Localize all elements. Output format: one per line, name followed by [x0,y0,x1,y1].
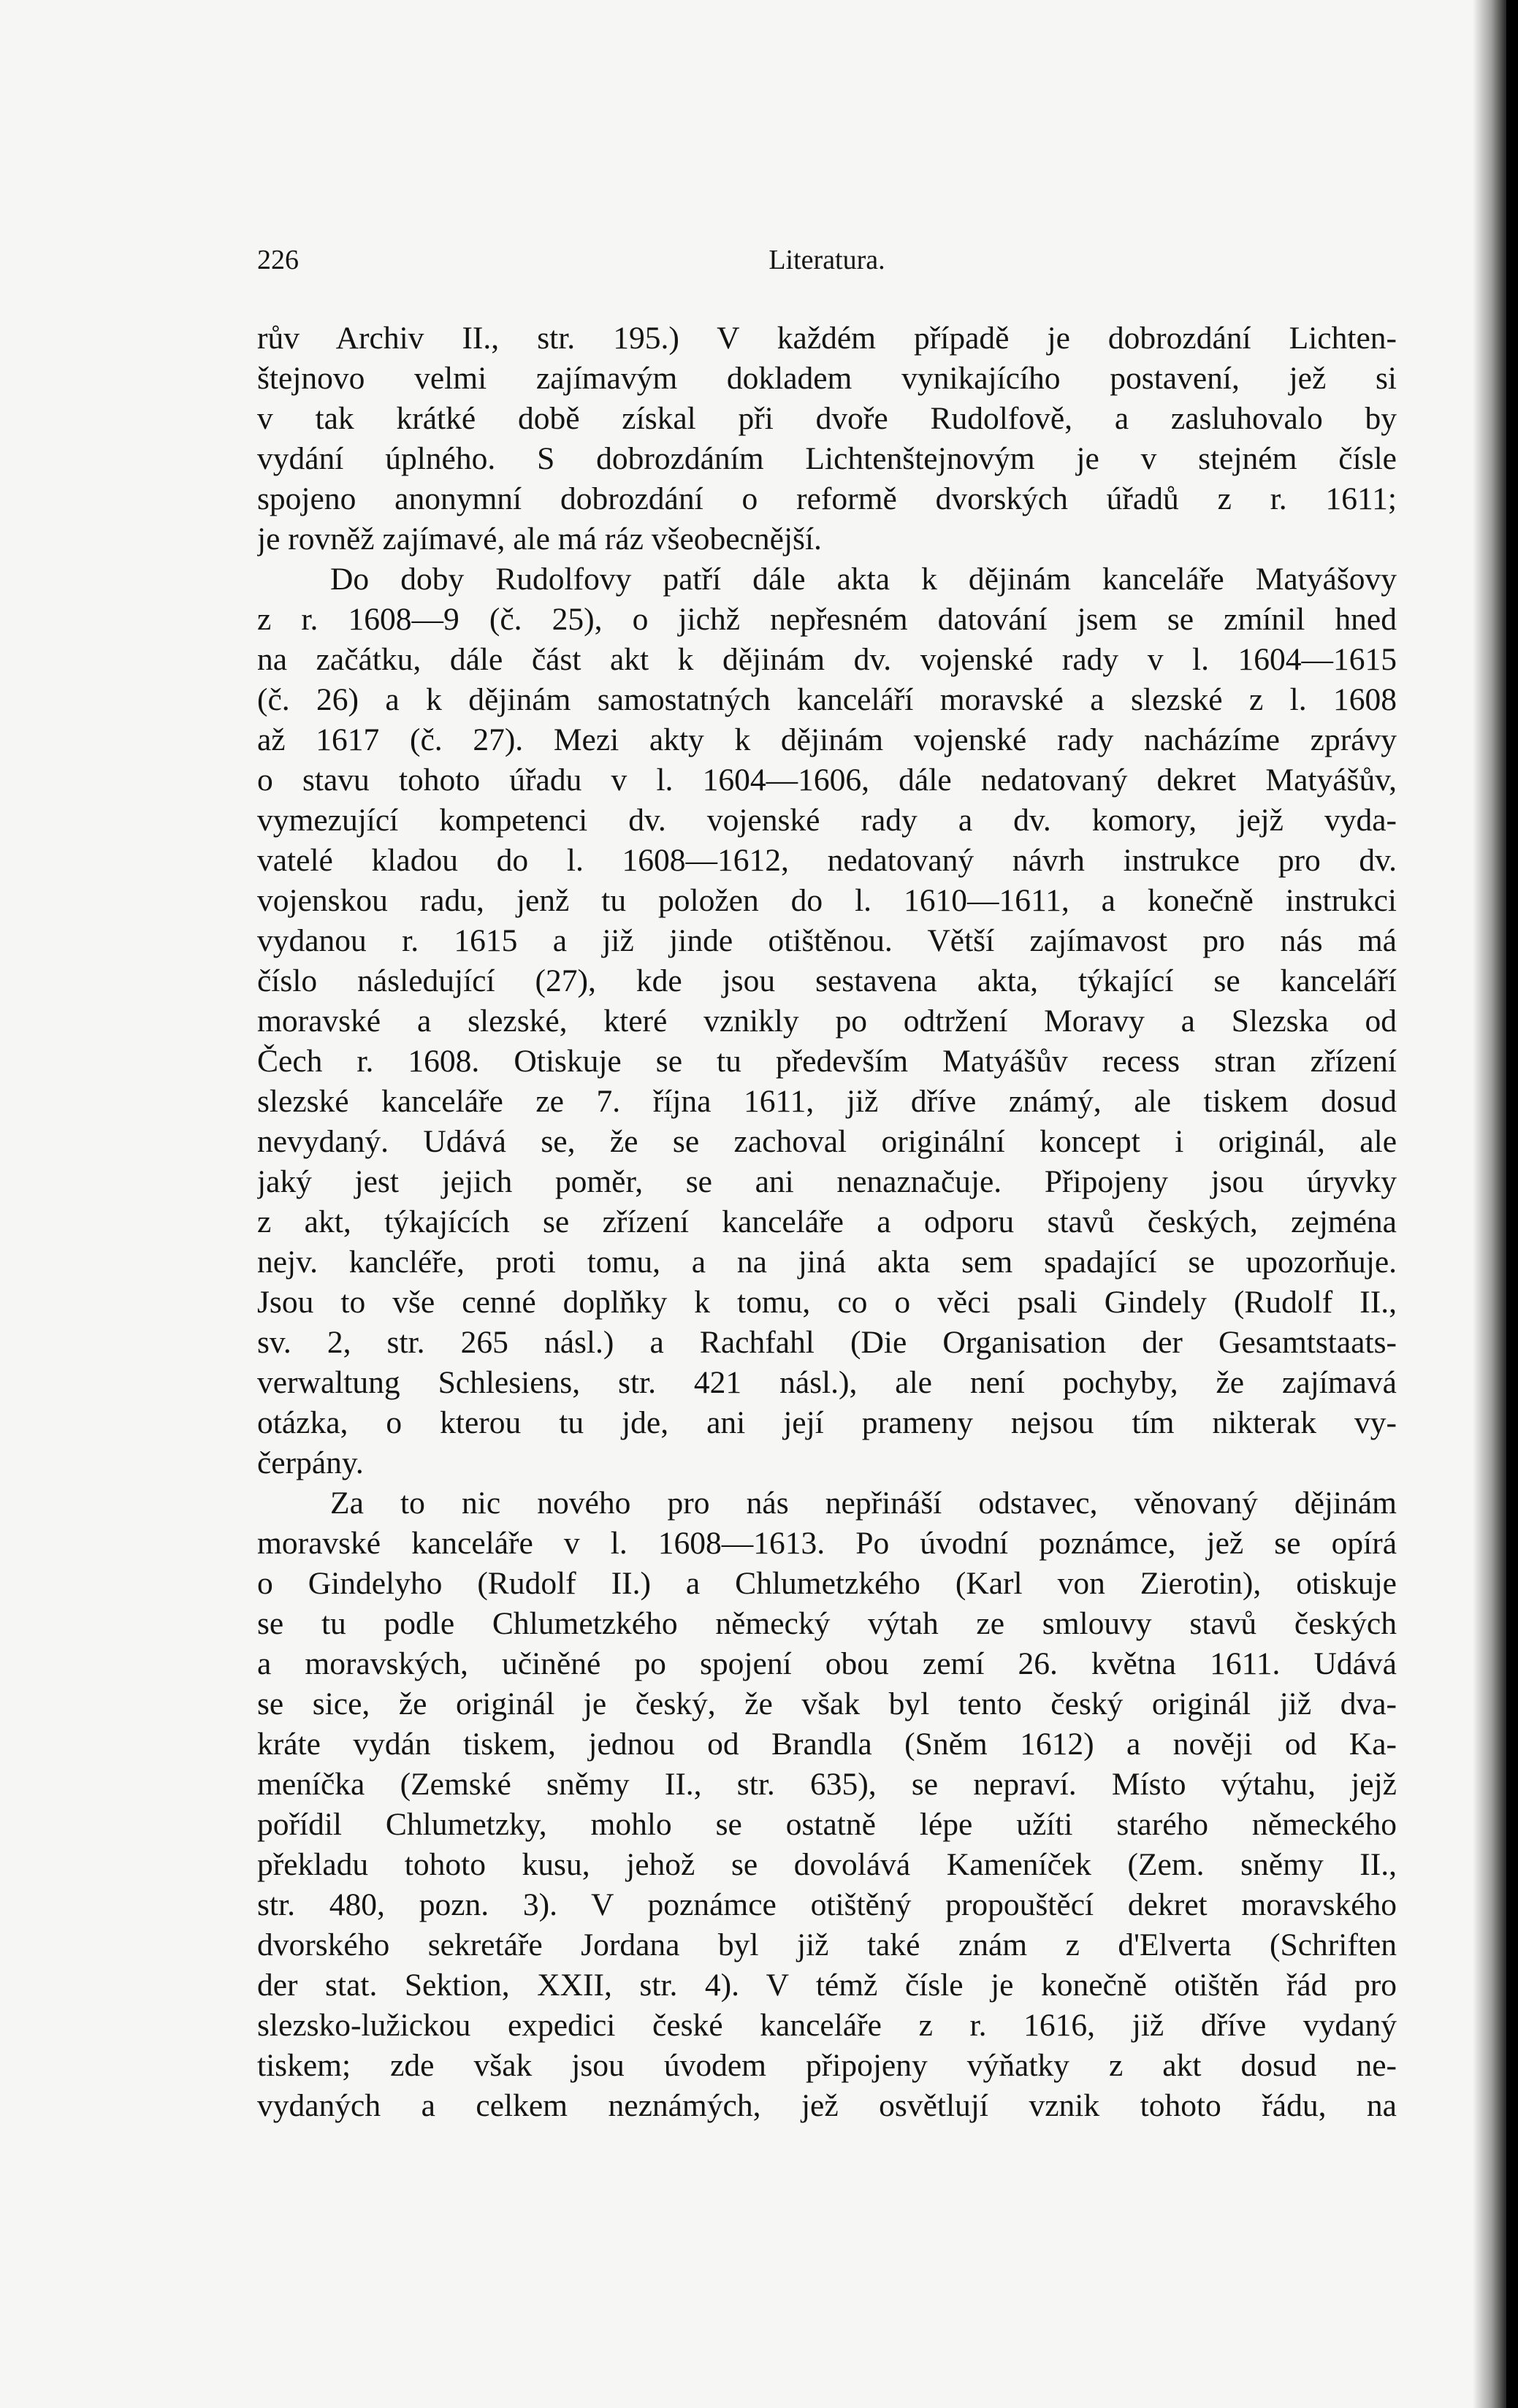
text-line: (č. 26) a k dějinám samostatných kanceláří moravské a slezské z l. 1608 [257,682,1397,717]
page-header [257,244,1397,288]
text-line: vatelé kladou do l. 1608—1612, nedatovaný návrh instrukce pro dv. [257,843,1397,878]
text-line: kráte vydán tiskem, jednou od Brandla (Sněm 1612) a nověji od Ka- [257,1727,1397,1762]
text-line: o Gindelyho (Rudolf II.) a Chlumetzkého (Karl von Zierotin), otiskuje [257,1566,1397,1601]
text-line: Za to nic nového pro nás nepřináší odstavec, věnovaný dějinám [330,1486,1397,1521]
text-line: je rovněž zajímavé, ale má ráz všeobecnější. [257,521,822,557]
text-line: dvorského sekretáře Jordana byl již také znám z d'Elverta (Schriften [257,1927,1397,1962]
text-line: vydanou r. 1615 a již jinde otištěnou. Větší zajímavost pro nás má [257,923,1397,958]
text-line: verwaltung Schlesiens, str. 421 násl.), ale není pochyby, že zajímavá [257,1365,1397,1400]
text-line: vydaných a celkem neznámých, jež osvětlují vznik tohoto řádu, na [257,2088,1397,2123]
text-line: pořídil Chlumetzky, mohlo se ostatně lépe užíti starého německého [257,1807,1397,1842]
text-line: nejv. kancléře, proti tomu, a na jiná akta sem spadající se upozorňuje. [257,1245,1397,1280]
text-line: až 1617 (č. 27). Mezi akty k dějinám vojenské rady nacházíme zprávy [257,722,1397,757]
running-title: Literatura. [768,245,885,275]
text-line: moravské kanceláře v l. 1608—1613. Po úvodní poznámce, jež se opírá [257,1526,1397,1561]
text-line: se sice, že originál je český, že však byl tento český originál již dva- [257,1686,1397,1721]
text-line: rův Archiv II., str. 195.) V každém případě je dobrozdání Lichten- [257,321,1397,356]
text-line: Čech r. 1608. Otiskuje se tu především Matyášův recess stran zřízení [257,1044,1397,1079]
text-line: štejnovo velmi zajímavým dokladem vynikajícího postavení, jež si [257,361,1397,396]
text-line: překladu tohoto kusu, jehož se dovolává Kameníček (Zem. sněmy II., [257,1847,1397,1882]
text-line: vymezující kompetenci dv. vojenské rady a dv. komory, jejž vyda- [257,803,1397,838]
text-line: v tak krátké době získal při dvoře Rudolfově, a zasluhovalo by [257,401,1397,436]
text-line: moravské a slezské, které vznikly po odtržení Moravy a Slezska od [257,1004,1397,1039]
text-line: Do doby Rudolfovy patří dále akta k dějinám kanceláře Matyášovy [330,562,1397,597]
text-line: se tu podle Chlumetzkého německý výtah ze smlouvy stavů českých [257,1606,1397,1641]
text-line: otázka, o kterou tu jde, ani její prameny nejsou tím nikterak vy- [257,1405,1397,1440]
text-line: z r. 1608—9 (č. 25), o jichž nepřesném datování jsem se zmínil hned [257,602,1397,637]
text-line: nevydaný. Udává se, že se zachoval originální koncept i originál, ale [257,1124,1397,1159]
text-line: tiskem; zde však jsou úvodem připojeny výňatky z akt dosud ne- [257,2048,1397,2083]
text-line: vojenskou radu, jenž tu položen do l. 1610—1611, a konečně instrukci [257,883,1397,918]
text-line: Jsou to vše cenné doplňky k tomu, co o věci psali Gindely (Rudolf II., [257,1285,1397,1320]
text-line: na začátku, dále část akt k dějinám dv. vojenské rady v l. 1604—1615 [257,642,1397,677]
text-line: vydání úplného. S dobrozdáním Lichtenštejnovým je v stejném čísle [257,441,1397,476]
text-line: slezské kanceláře ze 7. října 1611, již dříve známý, ale tiskem dosud [257,1084,1397,1119]
text-line: z akt, týkajících se zřízení kanceláře a odporu stavů českých, zejména [257,1204,1397,1239]
text-line: meníčka (Zemské sněmy II., str. 635), se nepraví. Místo výtahu, jejž [257,1767,1397,1802]
text-line: a moravských, učiněné po spojení obou zemí 26. května 1611. Udává [257,1646,1397,1681]
text-line: čerpány. [257,1445,364,1480]
text-line: spojeno anonymní dobrozdání o reformě dvorských úřadů z r. 1611; [257,481,1397,516]
text-line: o stavu tohoto úřadu v l. 1604—1606, dále nedatovaný dekret Matyášův, [257,762,1397,798]
page-number: 226 [257,245,299,275]
text-line: str. 480, pozn. 3). V poznámce otištěný propouštěcí dekret moravského [257,1887,1397,1922]
text-line: der stat. Sektion, XXII, str. 4). V témž čísle je konečně otištěn řád pro [257,1968,1397,2003]
text-line: slezsko-lužickou expedici české kanceláře z r. 1616, již dříve vydaný [257,2008,1397,2043]
text-line: číslo následující (27), kde jsou sestavena akta, týkající se kanceláří [257,963,1397,998]
body-text [257,318,1397,2126]
page-edge-shadow [1473,0,1506,2408]
text-line: jaký jest jejich poměr, se ani nenaznačuje. Připojeny jsou úryvky [257,1164,1397,1199]
text-line: sv. 2, str. 265 násl.) a Rachfahl (Die Organisation der Gesamtstaats- [257,1325,1397,1360]
